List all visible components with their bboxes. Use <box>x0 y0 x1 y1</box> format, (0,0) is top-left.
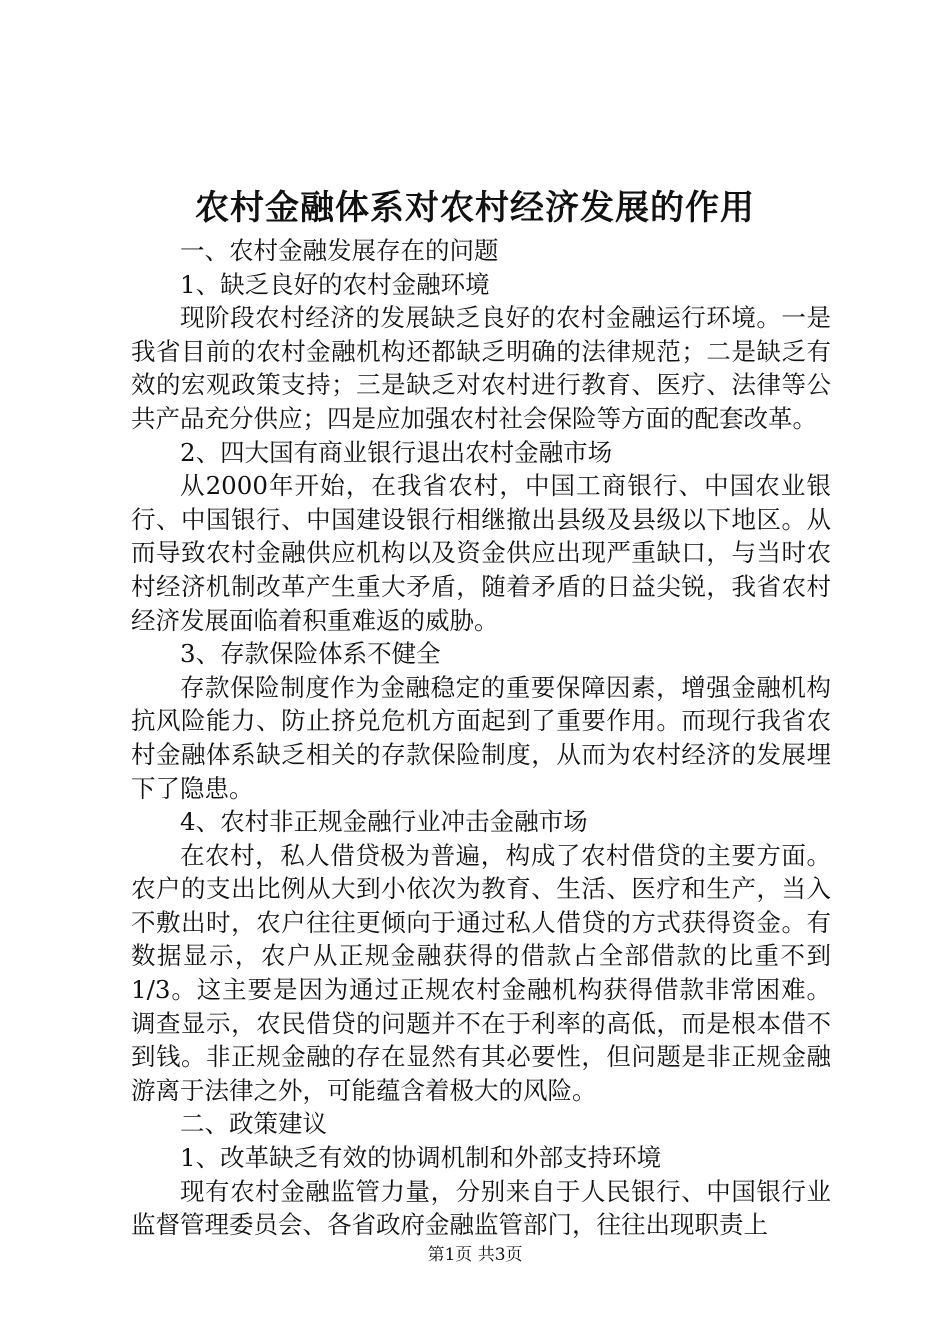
subsection-heading: 1、缺乏良好的农村金融环境 <box>180 269 490 299</box>
section-heading: 一、农村金融发展存在的问题 <box>180 236 499 265</box>
document-body <box>131 234 831 1242</box>
body-paragraph: 现阶段农村经济的发展缺乏良好的农村金融运行环境。一是我省目前的农村金融机构还都缺乏明确的法律规范；二是缺乏有效的宏观政策支持；三是缺乏对农村进行教育、医疗、法律等公共产品充分供应；四是应加强农村社会保险等方面的配套改革。 <box>131 303 831 433</box>
subsection-heading: 4、农村非正规金融行业冲击金融市场 <box>180 807 588 837</box>
subsection-heading: 3、存款保险体系不健全 <box>180 639 441 669</box>
page-number-footer: 第1页 共3页 <box>427 1245 523 1265</box>
body-paragraph: 现有农村金融监管力量，分别来自于人民银行、中国银行业监督管理委员会、各省政府金融监管部门，往往出现职责上 <box>131 1176 831 1240</box>
section-heading: 二、政策建议 <box>180 1109 327 1139</box>
body-paragraph: 在农村，私人借贷极为普遍，构成了农村借贷的主要方面。农户的支出比例从大到小依次为教育、生活、医疗和生产，当入不敷出时，农户往往更倾向于通过私人借贷的方式获得资金。有数据显示，农户从正规金融获得的借款占全部借款的比重不到1/3。这主要是因为通过正规农村金融机构获得借款非常困难。调查显示，农民借贷的问题并不在于利率的高低，而是根本借不到钱。非正规金融的存在显然有其必要性，但问题是非正规金融游离于法律之外，可能蕴含着极大的风险。 <box>131 840 831 1105</box>
document-title: 农村金融体系对农村经济发展的作用 <box>195 188 755 228</box>
subsection-heading: 1、改革缺乏有效的协调机制和外部支持环境 <box>180 1143 662 1173</box>
subsection-heading: 2、四大国有商业银行退出农村金融市场 <box>180 437 613 467</box>
body-paragraph: 存款保险制度作为金融稳定的重要保障因素，增强金融机构抗风险能力、防止挤兑危机方面起到了重要作用。而现行我省农村金融体系缺乏相关的存款保险制度，从而为农村经济的发展埋下了隐患。 <box>131 672 831 803</box>
body-paragraph: 从2000年开始，在我省农村，中国工商银行、中国农业银行、中国银行、中国建设银行相继撤出县级及县级以下地区。从而导致农村金融供应机构以及资金供应出现严重缺口，与当时农村经济机制改革产生重大矛盾，随着矛盾的日益尖锐，我省农村经济发展面临着积重难返的威胁。 <box>131 471 831 635</box>
